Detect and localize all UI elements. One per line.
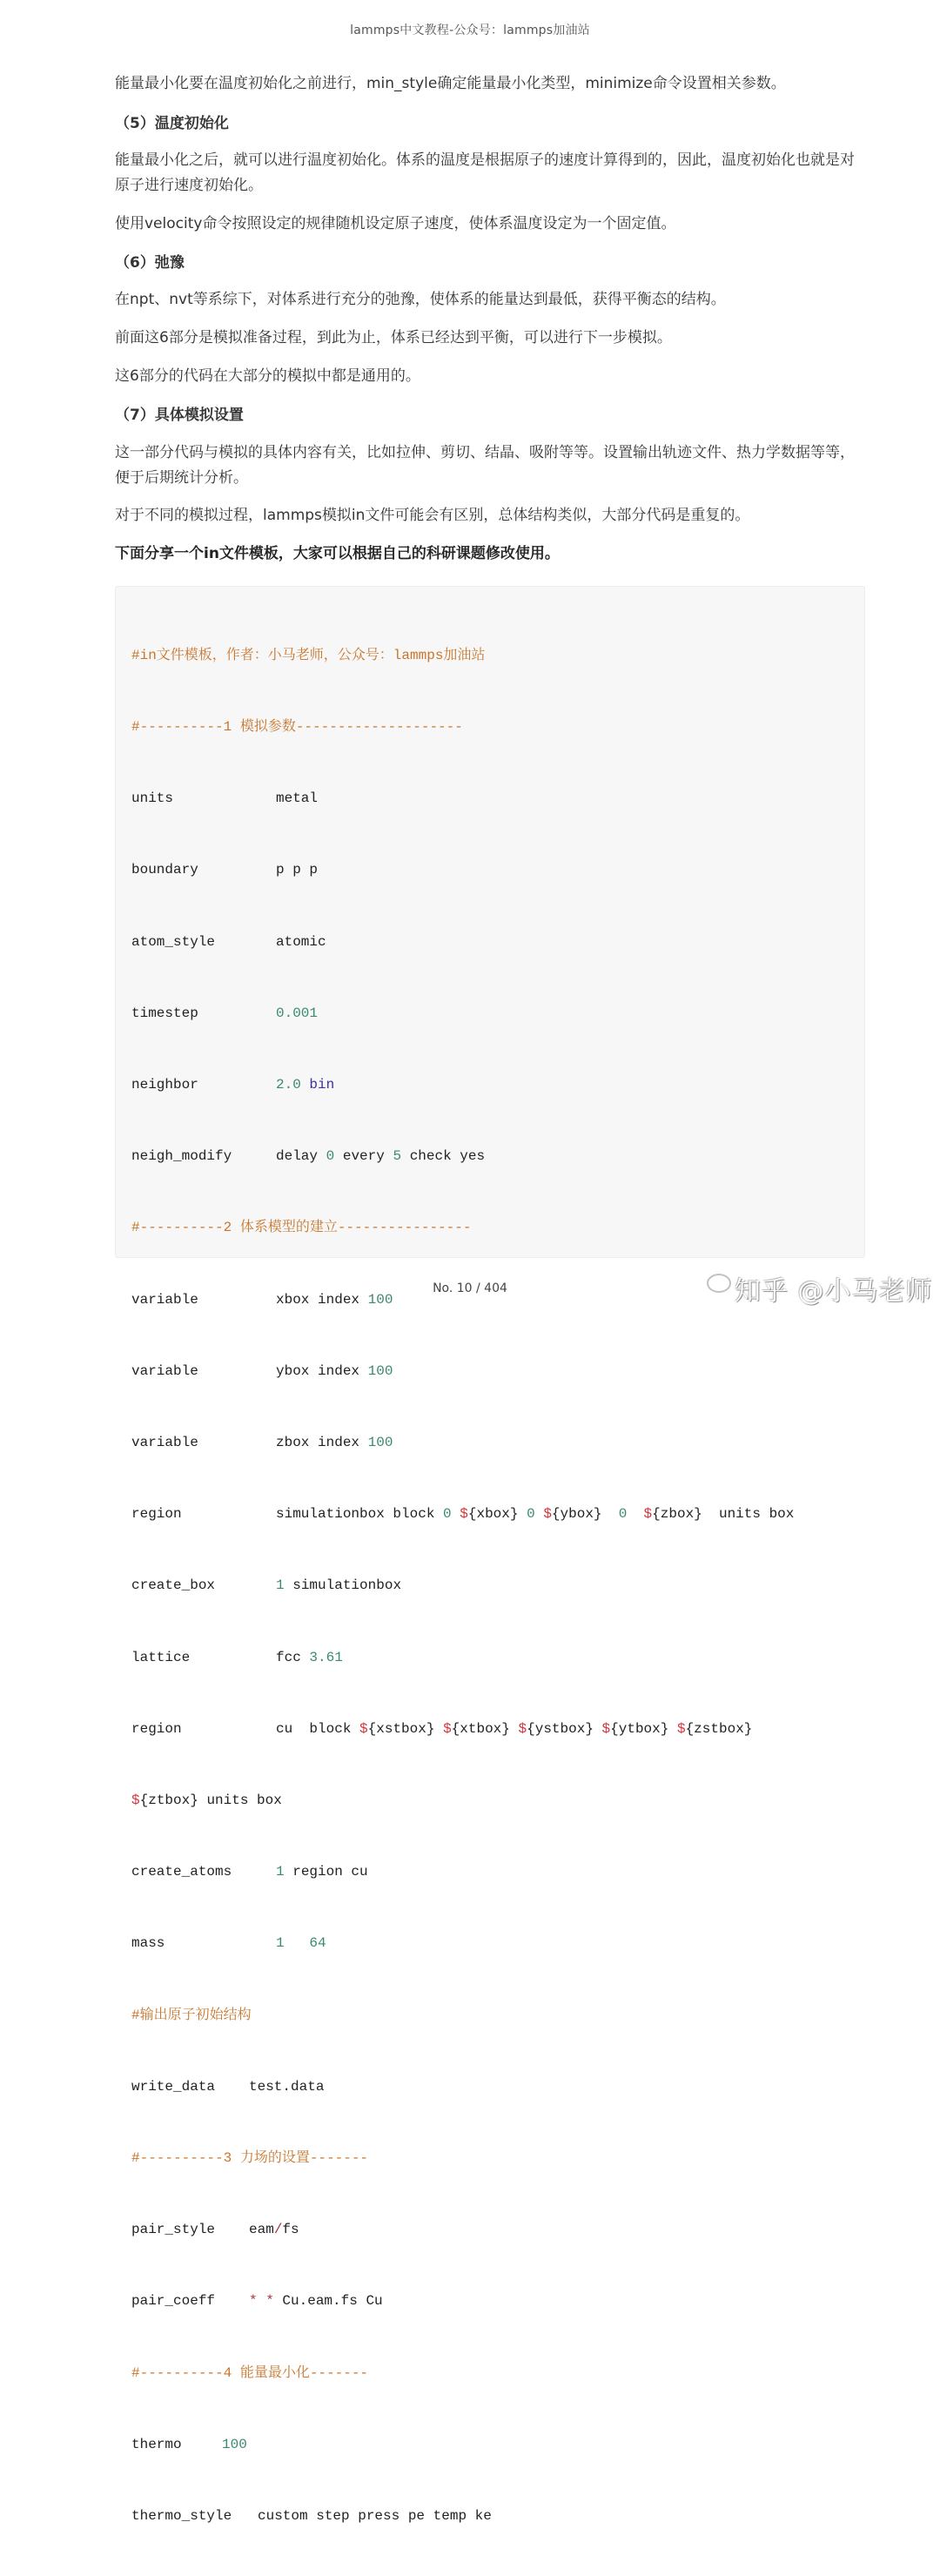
code-line: thermo 100: [131, 2436, 247, 2452]
section-heading-6: （6）弛豫: [115, 254, 185, 272]
code-line: boundary p p p: [131, 862, 319, 878]
code-line: timestep 0.001: [131, 1005, 319, 1021]
paragraph: 在npt、nvt等系综下，对体系进行充分的弛豫，使体系的能量达到最低，获得平衡态的结构。: [115, 291, 726, 308]
page-number: No. 10 / 404: [433, 1281, 507, 1295]
code-line: variable ybox index 100: [131, 1362, 393, 1379]
chat-bubble-icon: [707, 1274, 731, 1293]
code-comment: #----------2 体系模型的建立----------------: [131, 1220, 472, 1236]
code-line: region cu block ${xstbox} ${xtbox} ${ystbox} ${ytbox} ${zstbox}: [131, 1720, 753, 1737]
code-comment: #----------1 模拟参数--------------------: [131, 719, 463, 736]
code-line: atom_style atomic: [131, 933, 326, 950]
code-line: variable xbox index 100: [131, 1291, 393, 1308]
code-line: units metal: [131, 790, 319, 807]
paragraph: 这一部分代码与模拟的具体内容有关，比如拉伸、剪切、结晶、吸附等等。设置输出轨迹文件、热力学数据等等，便于后期统计分析。: [115, 444, 855, 487]
code-line: mass 1 64: [131, 1935, 326, 1952]
code-line: create_box 1 simulationbox: [131, 1577, 402, 1594]
code-line: neighbor 2.0 bin: [131, 1077, 335, 1093]
paragraph: 对于不同的模拟过程，lammps模拟in文件可能会有区别，总体结构类似，大部分代码是重复的。: [115, 507, 750, 524]
section-heading-5: （5）温度初始化: [115, 115, 229, 132]
code-line: lattice fcc 3.61: [131, 1649, 343, 1665]
paragraph: 前面这6部分是模拟准备过程，到此为止，体系已经达到平衡，可以进行下一步模拟。: [115, 329, 672, 346]
code-comment: #----------3 力场的设置-------: [131, 2150, 369, 2167]
code-comment: #----------4 能量最小化-------: [131, 2364, 369, 2381]
code-line: neigh_modify delay 0 every 5 check yes: [131, 1148, 486, 1165]
code-content: [131, 596, 794, 2576]
code-comment: #输出原子初始结构: [131, 2007, 252, 2023]
code-comment: #in文件模板，作者：小马老师，公众号：lammps加油站: [131, 647, 486, 663]
code-line: pair_coeff * * Cu.eam.fs Cu: [131, 2293, 383, 2310]
section-heading-7: （7）具体模拟设置: [115, 407, 244, 424]
page-header: lammps中文教程-公众号：lammps加油站: [350, 24, 590, 37]
code-line: write_data test.data: [131, 2078, 325, 2095]
watermark-text: 知乎 @小马老师: [735, 1276, 933, 1307]
paragraph: 使用velocity命令按照设定的规律随机设定原子速度，使体系温度设定为一个固定值。: [115, 215, 676, 232]
paragraph: 这6部分的代码在大部分的模拟中都是通用的。: [115, 367, 420, 385]
watermark: [707, 1269, 933, 1308]
code-line: thermo_style custom step press pe temp ke: [131, 2508, 492, 2525]
code-line: variable zbox index 100: [131, 1435, 393, 1451]
code-line: pair_style eam/fs: [131, 2222, 299, 2238]
code-line: region simulationbox block 0 ${xbox} 0 ${ybox} 0 ${zbox} units box: [131, 1506, 795, 1523]
paragraph: 能量最小化之后，就可以进行温度初始化。体系的温度是根据原子的速度计算得到的，因此，温度初始化也就是对原子进行速度初始化。: [115, 151, 855, 194]
paragraph: 能量最小化要在温度初始化之前进行，min_style确定能量最小化类型，minimize命令设置相关参数。: [115, 75, 786, 92]
code-line: ${ztbox} units box: [131, 1792, 282, 1809]
code-line: create_atoms 1 region cu: [131, 1864, 368, 1880]
paragraph-bold: 下面分享一个in文件模板，大家可以根据自己的科研课题修改使用。: [115, 545, 560, 562]
